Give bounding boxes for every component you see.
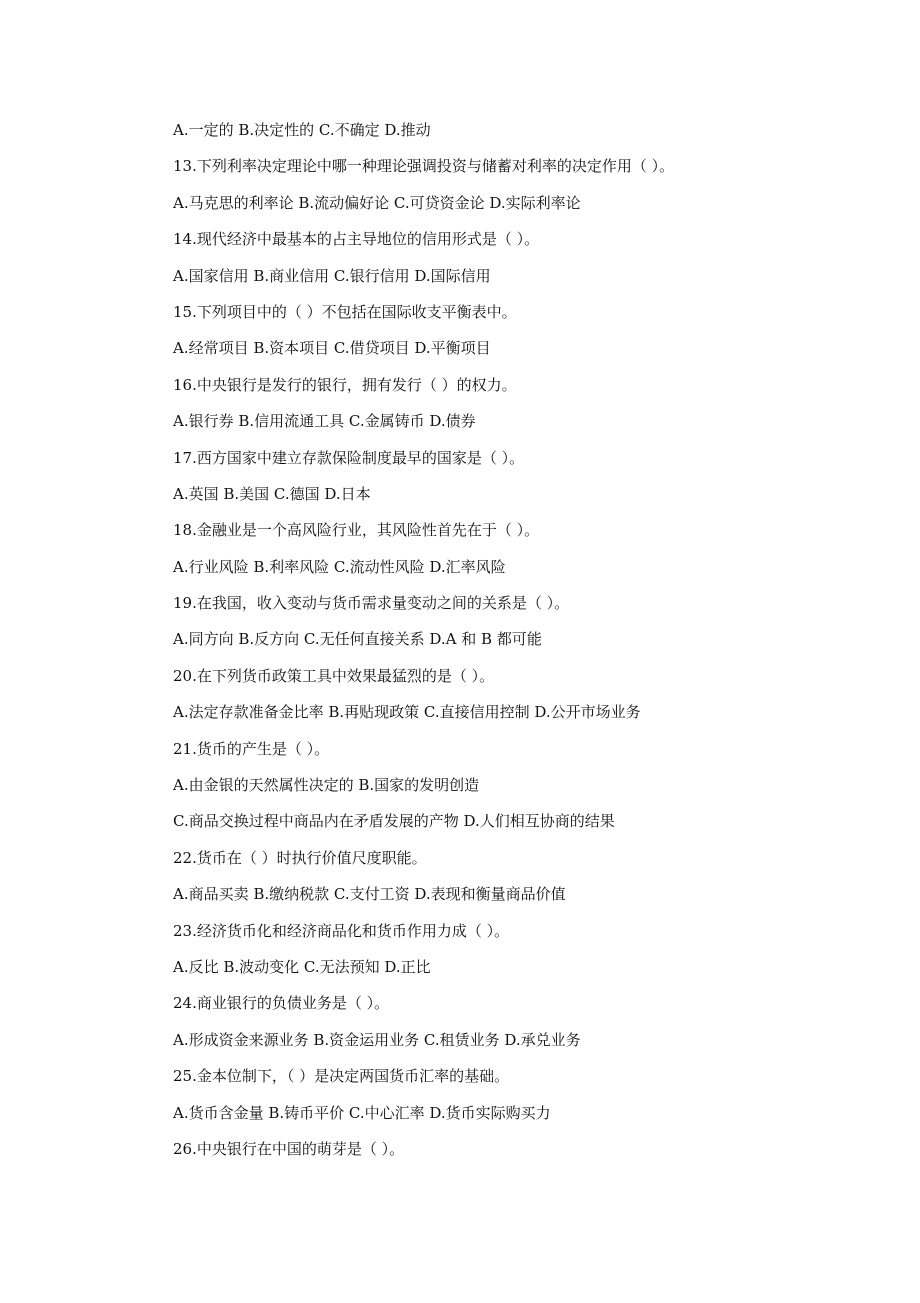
question-list [173,117,873,1172]
question-line: 14.现代经济中最基本的占主导地位的信用形式是（ ）。 [173,230,540,249]
question-line: 18.金融业是一个高风险行业，其风险性首先在于（ ）。 [173,521,540,540]
question-line: 22.货币在（ ）时执行价值尺度职能。 [173,848,427,867]
question-line: 25.金本位制下，（ ）是决定两国货币汇率的基础。 [173,1067,510,1086]
question-line: 15.下列项目中的（ ）不包括在国际收支平衡表中。 [173,302,517,321]
options-line: A.货币含金量 B.铸币平价 C.中心汇率 D.货币实际购买力 [173,1103,551,1122]
question-line: 20.在下列货币政策工具中效果最猛烈的是（ ）。 [173,666,495,685]
options-line: A.由金银的天然属性决定的 B.国家的发明创造 [173,776,480,795]
options-line: A.英国 B.美国 C.德国 D.日本 [173,484,371,503]
options-line: A.同方向 B.反方向 C.无任何直接关系 D.A 和 B 都可能 [173,630,542,649]
options-line: C.商品交换过程中商品内在矛盾发展的产物 D.人们相互协商的结果 [173,812,615,831]
question-line: 19.在我国，收入变动与货币需求量变动之间的关系是（ ）。 [173,594,570,613]
options-line: A.银行券 B.信用流通工具 C.金属铸币 D.债券 [173,412,476,431]
options-line: A.形成资金来源业务 B.资金运用业务 C.租赁业务 D.承兑业务 [173,1030,581,1049]
question-line: 17.西方国家中建立存款保险制度最早的国家是（ ）。 [173,448,525,467]
options-line: A.国家信用 B.商业信用 C.银行信用 D.国际信用 [173,266,491,285]
question-line: 24.商业银行的负债业务是（ ）。 [173,994,390,1013]
options-line: A.一定的 B.决定性的 C.不确定 D.推动 [173,121,431,139]
options-line: A.行业风险 B.利率风险 C.流动性风险 D.汇率风险 [173,557,506,576]
question-line: 16.中央银行是发行的银行，拥有发行（ ）的权力。 [173,375,517,394]
question-line: 13.下列利率决定理论中哪一种理论强调投资与储蓄对利率的决定作用（ ）。 [173,157,675,176]
options-line: A.经常项目 B.资本项目 C.借贷项目 D.平衡项目 [173,339,491,358]
question-line: 21.货币的产生是（ ）。 [173,739,330,758]
question-line: 26.中央银行在中国的萌芽是（ ）。 [173,1139,405,1158]
options-line: A.法定存款准备金比率 B.再贴现政策 C.直接信用控制 D.公开市场业务 [173,703,641,722]
options-line: A.马克思的利率论 B.流动偏好论 C.可贷资金论 D.实际利率论 [173,193,581,212]
options-line: A.反比 B.波动变化 C.无法预知 D.正比 [173,957,431,976]
options-line: A.商品买卖 B.缴纳税款 C.支付工资 D.表现和衡量商品价值 [173,885,566,904]
question-line: 23.经济货币化和经济商品化和货币作用力成（ ）。 [173,921,510,940]
